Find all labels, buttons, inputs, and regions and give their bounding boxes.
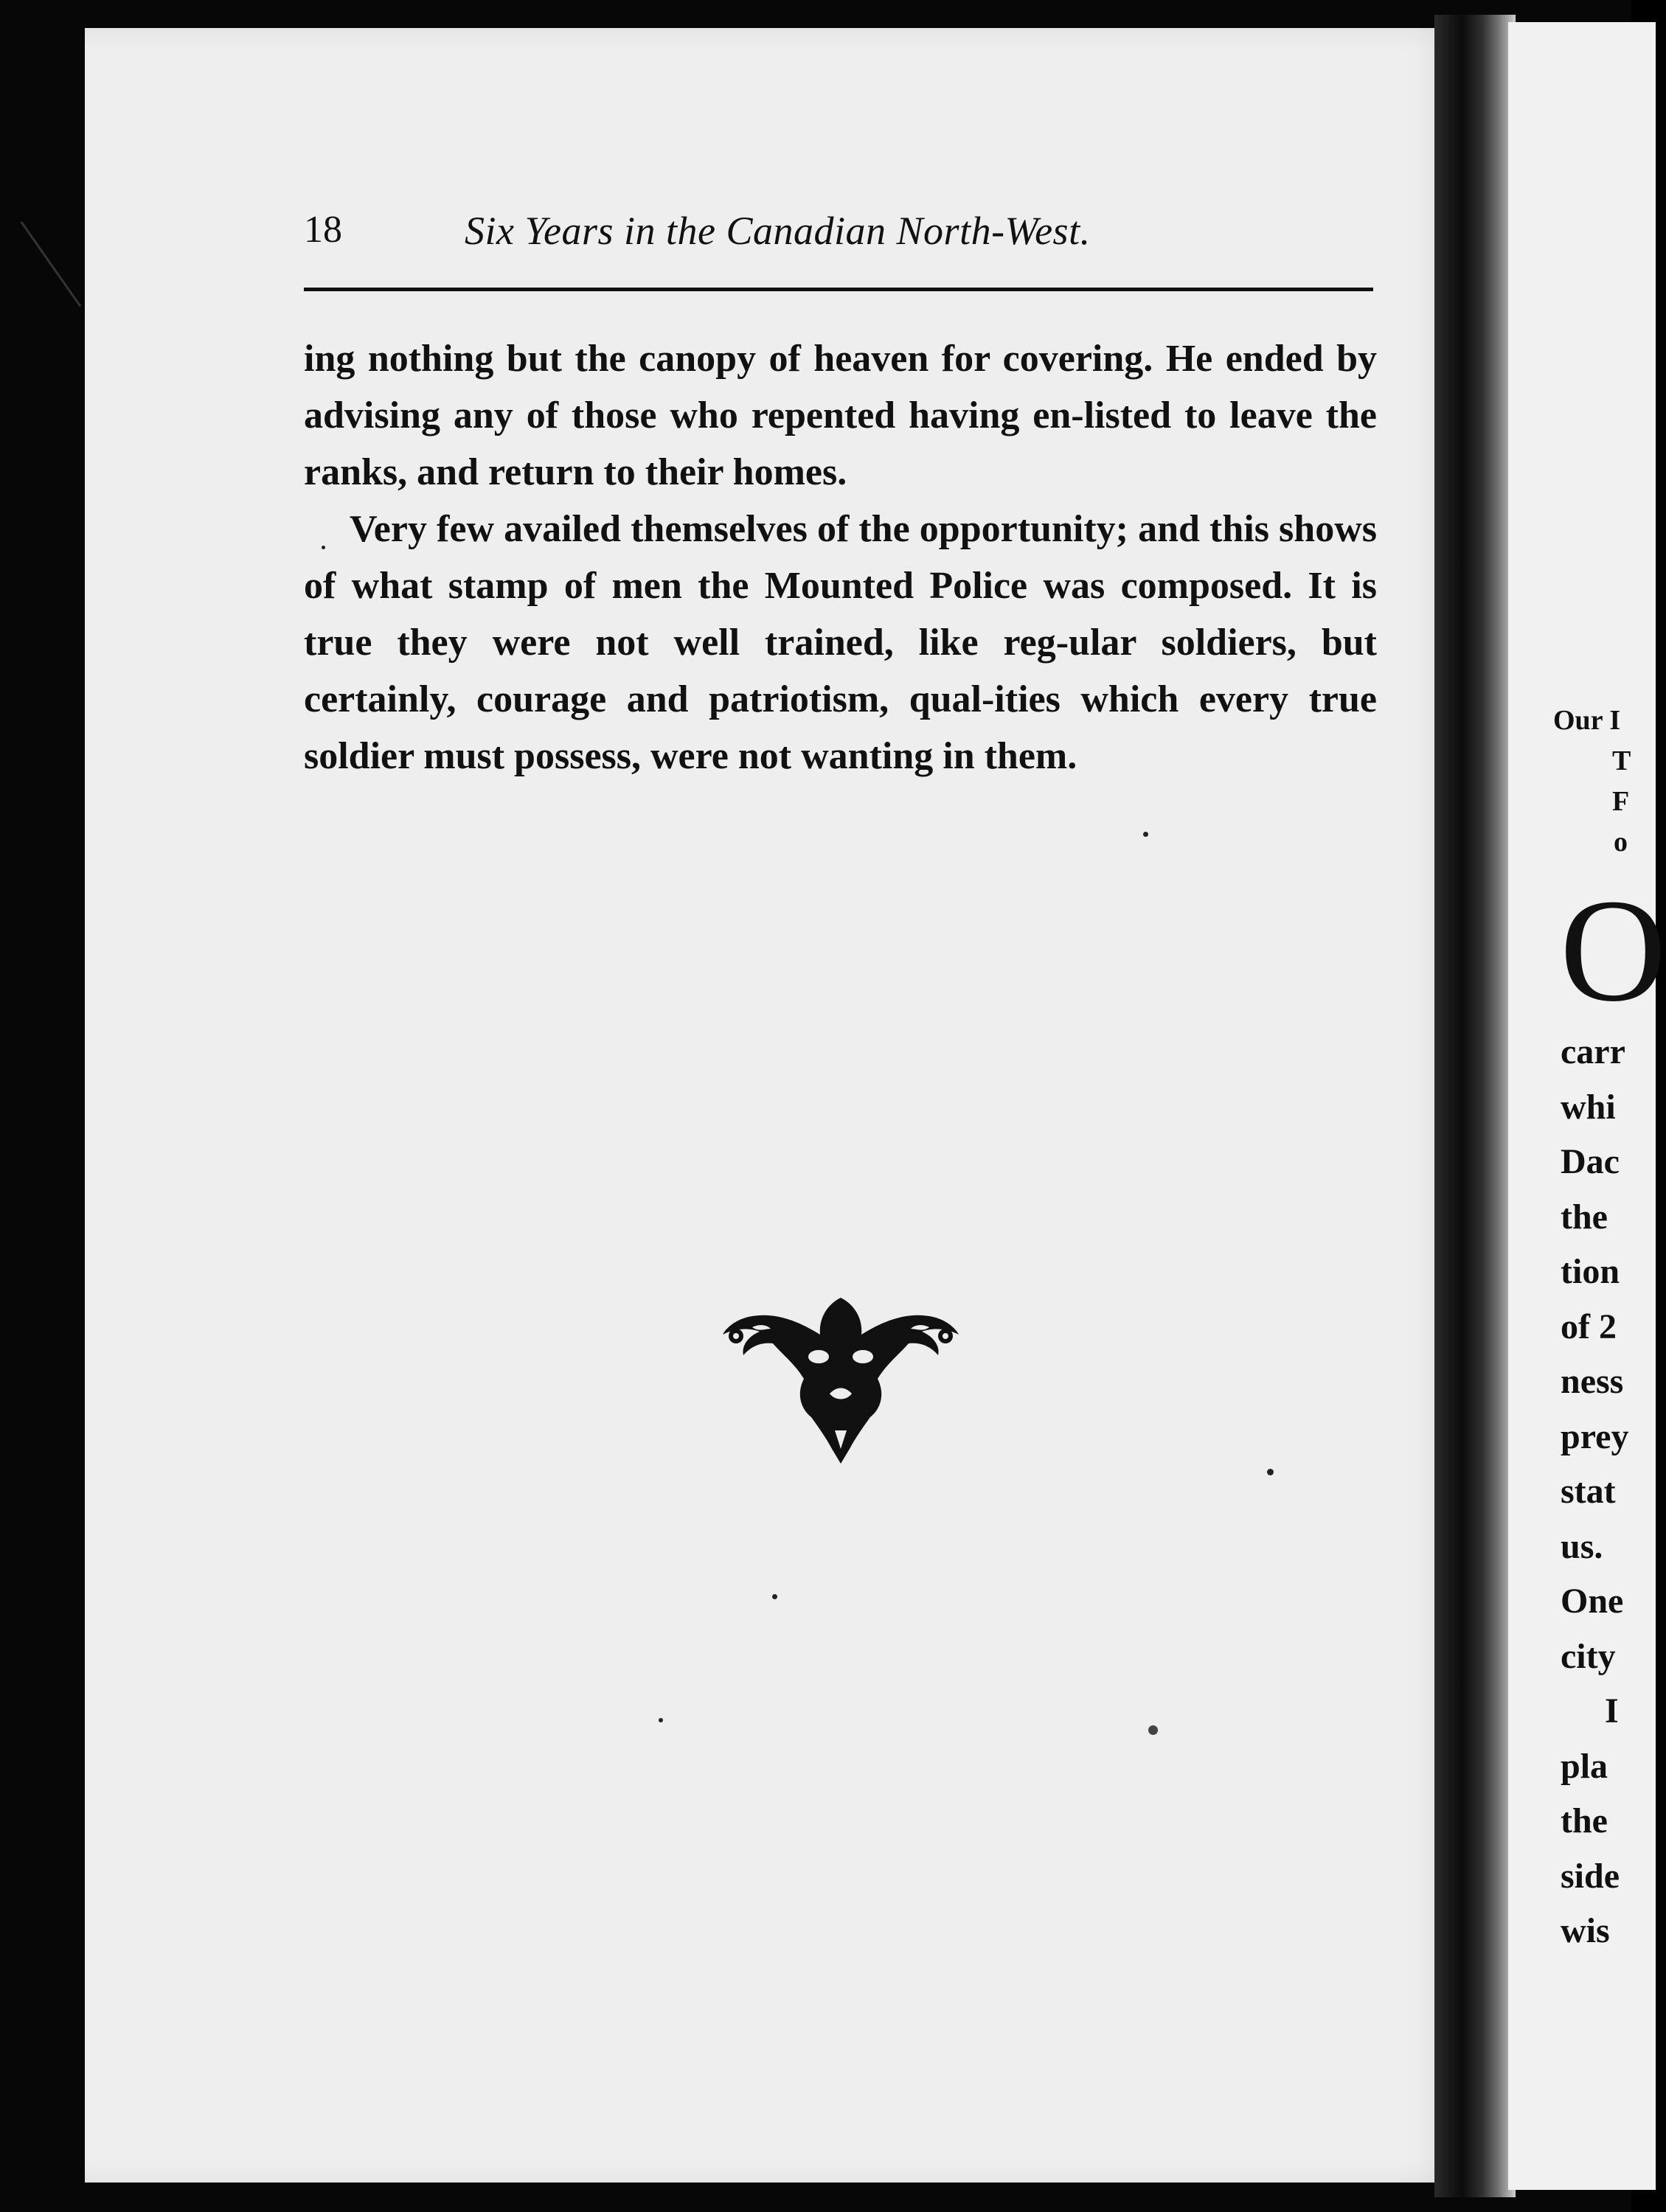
facing-line: carr bbox=[1561, 1032, 1625, 1071]
facing-line: ness bbox=[1561, 1362, 1624, 1401]
body-text bbox=[304, 330, 1377, 785]
page-number: 18 bbox=[304, 209, 342, 251]
running-title: Six Years in the Canadian North-West. bbox=[465, 209, 1091, 253]
facing-line: Dac bbox=[1561, 1142, 1620, 1181]
facing-heading-line: o bbox=[1614, 827, 1628, 858]
facing-heading-line: T bbox=[1612, 745, 1631, 776]
facing-heading-line: F bbox=[1612, 786, 1630, 817]
facing-line: I bbox=[1605, 1691, 1619, 1731]
facing-line: pla bbox=[1561, 1746, 1608, 1786]
page-header bbox=[304, 208, 1373, 267]
facing-line: stat bbox=[1561, 1472, 1616, 1511]
facing-line: tion bbox=[1561, 1252, 1620, 1291]
facing-line: us. bbox=[1561, 1526, 1603, 1566]
facing-line: wis bbox=[1561, 1911, 1610, 1950]
facing-dropcap: O bbox=[1560, 869, 1666, 1032]
fleuron-ornament-icon bbox=[708, 1283, 973, 1467]
scan-speck bbox=[772, 1594, 777, 1599]
facing-page-heading bbox=[1553, 700, 1631, 863]
paragraph-1: ing nothing but the canopy of heaven for covering. He ended by advising any of those who repented having en-listed to leave the ranks, and return to their homes. bbox=[304, 338, 1377, 493]
facing-line: One bbox=[1561, 1582, 1624, 1621]
scan-speck bbox=[1143, 832, 1148, 837]
scan-artifact-line bbox=[21, 221, 82, 307]
facing-page-body bbox=[1561, 1025, 1628, 1959]
scan-speck bbox=[322, 546, 325, 549]
facing-heading-line: Our I bbox=[1553, 705, 1621, 736]
facing-line: side bbox=[1561, 1856, 1620, 1896]
book-gutter bbox=[1434, 15, 1516, 2197]
facing-line: the bbox=[1561, 1801, 1608, 1840]
facing-line: of 2 bbox=[1561, 1307, 1617, 1346]
facing-line: city bbox=[1561, 1636, 1616, 1676]
facing-line: prey bbox=[1561, 1416, 1629, 1456]
facing-line: whi bbox=[1561, 1087, 1616, 1127]
scan-speck bbox=[659, 1718, 663, 1722]
paragraph-2: Very few availed themselves of the opportunity; and this shows of what stamp of men the Mounted Police was composed. It is true they were not well trained, like reg-ular soldiers, but certainly, courage and patriotism, qual-ities which every true soldier must possess, were not wanting in them. bbox=[304, 508, 1377, 777]
scan-speck bbox=[1267, 1469, 1274, 1475]
header-rule bbox=[304, 288, 1373, 291]
facing-line: the bbox=[1561, 1197, 1608, 1237]
scan-speck bbox=[1148, 1725, 1158, 1735]
